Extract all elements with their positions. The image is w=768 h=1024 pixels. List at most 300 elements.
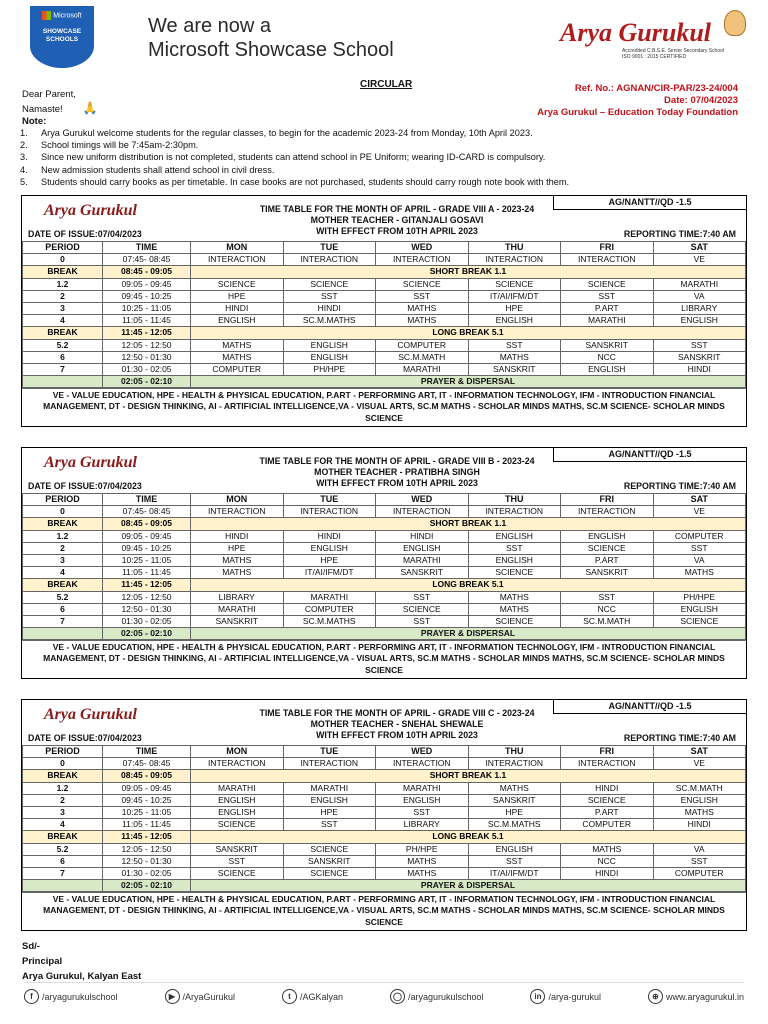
microsoft-showcase-badge xyxy=(30,6,94,68)
cell: PH/HPE xyxy=(653,591,746,603)
break-row: BREAK 08:45 - 09:05 SHORT BREAK 1.1 xyxy=(23,770,746,782)
cell: INTERACTION xyxy=(561,758,654,770)
cell: 09:45 - 10:25 xyxy=(103,794,191,806)
cell: 5.2 xyxy=(23,591,103,603)
cell: HPE xyxy=(468,302,561,314)
cell: MATHS xyxy=(468,782,561,794)
cell: VA xyxy=(653,843,746,855)
cell: HINDI xyxy=(191,302,284,314)
cell: MARATHI xyxy=(376,363,469,375)
cell: LIBRARY xyxy=(653,302,746,314)
column-header: WED xyxy=(376,494,469,506)
cell: SST xyxy=(561,290,654,302)
cell: SST xyxy=(468,542,561,554)
table-row xyxy=(23,351,746,363)
twitter-link[interactable]: t /AGKalyan xyxy=(282,989,343,1004)
table-row xyxy=(23,855,746,867)
youtube-icon: ▶ xyxy=(165,989,180,1004)
cell: HPE xyxy=(283,806,376,818)
showcase-badge-text: SHOWCASE SCHOOLS xyxy=(42,28,82,43)
date-of-issue: DATE OF ISSUE:07/04/2023 xyxy=(28,229,142,239)
cell: ENGLISH xyxy=(376,542,469,554)
cell: ENGLISH xyxy=(283,339,376,351)
effective-date: WITH EFFECT FROM 10TH APRIL 2023 xyxy=(316,226,478,236)
cell: VE xyxy=(653,758,746,770)
cell: SST xyxy=(468,339,561,351)
column-header: TIME xyxy=(103,746,191,758)
cell: COMPUTER xyxy=(376,339,469,351)
cell: MATHS xyxy=(653,806,746,818)
cell: 11:05 - 11:45 xyxy=(103,567,191,579)
cell: 01:30 - 02:05 xyxy=(103,615,191,627)
cell: HPE xyxy=(283,554,376,566)
table-row xyxy=(23,843,746,855)
cell: ENGLISH xyxy=(468,843,561,855)
cell: INTERACTION xyxy=(283,506,376,518)
cell: SST xyxy=(376,290,469,302)
prayer-row: 02:05 - 02:10 PRAYER & DISPERSAL xyxy=(23,628,746,640)
date-of-issue: DATE OF ISSUE:07/04/2023 xyxy=(28,733,142,743)
cell: HINDI xyxy=(283,302,376,314)
cell: SCIENCE xyxy=(468,615,561,627)
notes-list xyxy=(20,127,760,188)
cell: SC.M.MATHS xyxy=(468,819,561,831)
cell: ENGLISH xyxy=(191,315,284,327)
cell: MARATHI xyxy=(191,603,284,615)
school-mini-logo: Arya Gurukul xyxy=(44,454,137,471)
cell: ENGLISH xyxy=(468,315,561,327)
cell: INTERACTION xyxy=(191,758,284,770)
cell: HINDI xyxy=(653,363,746,375)
cell: INTERACTION xyxy=(561,254,654,266)
cell: ENGLISH xyxy=(653,315,746,327)
abbreviation-legend: VE - VALUE EDUCATION, HPE - HEALTH & PHYSICAL EDUCATION, P.ART - PERFORMING ART, IT - INFORMATION TECHNOLOGY, IFM - INTRODUCTION FINANCIAL MANAGEMENT, DT - DESIGN THINKING, AI - ARTIFICIAL INTELLIGENCE,VA - VISUAL ARTS, SC.M MATHS - SCHOLAR MINDS MATHS, SC.M SCIENCE- SCHOLAR MINDS SCIENCE xyxy=(22,640,746,678)
cell: NCC xyxy=(561,603,654,615)
cell: HINDI xyxy=(191,530,284,542)
cell: INTERACTION xyxy=(283,758,376,770)
cell: HINDI xyxy=(283,530,376,542)
brand-name: Arya Gurukul xyxy=(560,18,711,47)
cell: VA xyxy=(653,554,746,566)
table-row xyxy=(23,794,746,806)
youtube-link[interactable]: ▶ /AryaGurukul xyxy=(165,989,236,1004)
linkedin-link[interactable]: in /arya-gurukul xyxy=(530,989,601,1004)
cell: MATHS xyxy=(468,591,561,603)
cell: MATHS xyxy=(653,567,746,579)
cell: SST xyxy=(376,806,469,818)
column-header: TUE xyxy=(283,746,376,758)
table-row xyxy=(23,782,746,794)
cell: 10:25 - 11:05 xyxy=(103,302,191,314)
cell: MARATHI xyxy=(376,782,469,794)
cell: MARATHI xyxy=(283,782,376,794)
cell: 12:05 - 12:50 xyxy=(103,591,191,603)
cell: VA xyxy=(653,290,746,302)
school-mini-logo: Arya Gurukul xyxy=(44,202,137,219)
break-row: BREAK 08:45 - 09:05 SHORT BREAK 1.1 xyxy=(23,266,746,278)
cell: SCIENCE xyxy=(468,278,561,290)
cell: SCIENCE xyxy=(191,867,284,879)
signature-role: Principal xyxy=(22,956,63,967)
cell: INTERACTION xyxy=(468,254,561,266)
cell: LIBRARY xyxy=(191,591,284,603)
cell: SCIENCE xyxy=(283,278,376,290)
facebook-icon: f xyxy=(24,989,39,1004)
cell: INTERACTION xyxy=(283,254,376,266)
cell: 11:05 - 11:45 xyxy=(103,819,191,831)
cell: 12:05 - 12:50 xyxy=(103,843,191,855)
cell: MARATHI xyxy=(283,591,376,603)
cell: ENGLISH xyxy=(653,603,746,615)
reporting-time: REPORTING TIME:7:40 AM xyxy=(623,733,736,743)
cell: 12:50 - 01:30 xyxy=(103,603,191,615)
effective-date: WITH EFFECT FROM 10TH APRIL 2023 xyxy=(316,730,478,740)
timetable-title: TIME TABLE FOR THE MONTH OF APRIL - GRADE VIII A - 2023-24 MOTHER TEACHER - GITANJALI GOSAVI xyxy=(259,204,535,225)
cell: MATHS xyxy=(376,302,469,314)
school-mini-logo: Arya Gurukul xyxy=(44,706,137,723)
greeting-line2: Namaste! xyxy=(22,103,63,115)
facebook-link[interactable]: f /aryagurukulschool xyxy=(24,989,118,1004)
effective-date: WITH EFFECT FROM 10TH APRIL 2023 xyxy=(316,478,478,488)
cell: INTERACTION xyxy=(376,254,469,266)
cell: 0 xyxy=(23,506,103,518)
tagline-line2: Microsoft Showcase School xyxy=(148,39,394,61)
cell: SST xyxy=(653,339,746,351)
cell: 12:50 - 01:30 xyxy=(103,855,191,867)
cell: SST xyxy=(653,855,746,867)
column-header: MON xyxy=(191,242,284,254)
cell: MATHS xyxy=(191,567,284,579)
column-header: TUE xyxy=(283,494,376,506)
cell: COMPUTER xyxy=(191,363,284,375)
table-row xyxy=(23,290,746,302)
cell: 5.2 xyxy=(23,843,103,855)
cell: COMPUTER xyxy=(653,530,746,542)
cell: 09:45 - 10:25 xyxy=(103,290,191,302)
timetable xyxy=(22,745,746,892)
table-row xyxy=(23,819,746,831)
cell: INTERACTION xyxy=(376,758,469,770)
letterhead xyxy=(0,0,768,72)
column-header: THU xyxy=(468,746,561,758)
cell: SANSKRIT xyxy=(191,615,284,627)
column-header: THU xyxy=(468,242,561,254)
linkedin-icon: in xyxy=(530,989,545,1004)
signature-school: Arya Gurukul, Kalyan East xyxy=(22,971,142,982)
greeting xyxy=(22,89,98,129)
reference-block xyxy=(537,83,738,119)
instagram-link[interactable]: ◯ /aryagurukulschool xyxy=(390,989,484,1004)
table-row xyxy=(23,302,746,314)
cell: INTERACTION xyxy=(376,506,469,518)
abbreviation-legend: VE - VALUE EDUCATION, HPE - HEALTH & PHYSICAL EDUCATION, P.ART - PERFORMING ART, IT - INFORMATION TECHNOLOGY, IFM - INTRODUCTION FINANCIAL MANAGEMENT, DT - DESIGN THINKING, AI - ARTIFICIAL INTELLIGENCE,VA - VISUAL ARTS, SC.M MATHS - SCHOLAR MINDS MATHS, SC.M SCIENCE- SCHOLAR MINDS SCIENCE xyxy=(22,388,746,426)
column-header: FRI xyxy=(561,242,654,254)
timetable-title: TIME TABLE FOR THE MONTH OF APRIL - GRADE VIII C - 2023-24 MOTHER TEACHER - SNEHAL SHEWALE xyxy=(259,708,535,729)
cell: SST xyxy=(468,855,561,867)
cell: HPE xyxy=(468,806,561,818)
cell: COMPUTER xyxy=(653,867,746,879)
cell: 3 xyxy=(23,302,103,314)
abbreviation-legend: VE - VALUE EDUCATION, HPE - HEALTH & PHYSICAL EDUCATION, P.ART - PERFORMING ART, IT - INFORMATION TECHNOLOGY, IFM - INTRODUCTION FINANCIAL MANAGEMENT, DT - DESIGN THINKING, AI - ARTIFICIAL INTELLIGENCE,VA - VISUAL ARTS, SC.M MATHS - SCHOLAR MINDS MATHS, SC.M SCIENCE- SCHOLAR MINDS SCIENCE xyxy=(22,892,746,930)
cell: IT/AI/IFM/DT xyxy=(283,567,376,579)
cell: ENGLISH xyxy=(191,794,284,806)
cell: INTERACTION xyxy=(468,506,561,518)
website-link[interactable]: ⊕ www.aryagurukul.in xyxy=(648,989,744,1004)
organization: Arya Gurukul – Education Today Foundation xyxy=(537,107,738,118)
cell: SCIENCE xyxy=(561,278,654,290)
cell: 0 xyxy=(23,254,103,266)
cell: 10:25 - 11:05 xyxy=(103,806,191,818)
cell: HPE xyxy=(191,542,284,554)
cell: 2 xyxy=(23,542,103,554)
header-row xyxy=(23,746,746,758)
cell: ENGLISH xyxy=(561,363,654,375)
column-header: SAT xyxy=(653,746,746,758)
cell: SC.M.MATH xyxy=(653,782,746,794)
cell: SCIENCE xyxy=(561,794,654,806)
cell: SCIENCE xyxy=(561,542,654,554)
cell: 07:45- 08:45 xyxy=(103,254,191,266)
cell: P.ART xyxy=(561,302,654,314)
column-header: TIME xyxy=(103,242,191,254)
cell: SST xyxy=(376,615,469,627)
cell: SST xyxy=(561,591,654,603)
cell: COMPUTER xyxy=(561,819,654,831)
cell: 09:05 - 09:45 xyxy=(103,278,191,290)
column-header: PERIOD xyxy=(23,746,103,758)
table-row xyxy=(23,254,746,266)
cell: SCIENCE xyxy=(191,278,284,290)
cell: ENGLISH xyxy=(283,542,376,554)
table-row xyxy=(23,542,746,554)
table-row xyxy=(23,506,746,518)
column-header: FRI xyxy=(561,494,654,506)
note-label: Note: xyxy=(22,116,47,127)
cell: MATHS xyxy=(376,855,469,867)
cell: 09:45 - 10:25 xyxy=(103,542,191,554)
cell: 2 xyxy=(23,794,103,806)
namaste-hands-icon: 🙏 xyxy=(82,100,98,115)
table-row xyxy=(23,567,746,579)
microsoft-logo-icon xyxy=(42,11,51,20)
cell: SST xyxy=(653,542,746,554)
social-footer xyxy=(24,982,744,1010)
tagline xyxy=(148,14,394,62)
cell: ENGLISH xyxy=(468,530,561,542)
cell: SANSKRIT xyxy=(561,567,654,579)
cell: MATHS xyxy=(561,843,654,855)
timetable xyxy=(22,493,746,640)
cell: INTERACTION xyxy=(561,506,654,518)
table-row xyxy=(23,363,746,375)
cell: 3 xyxy=(23,554,103,566)
cell: 10:25 - 11:05 xyxy=(103,554,191,566)
header-row xyxy=(23,242,746,254)
cell: HPE xyxy=(191,290,284,302)
cell: SC.M.MATHS xyxy=(283,315,376,327)
note-item: 4. New admission students shall attend school in civil dress. xyxy=(20,164,275,175)
cell: SANSKRIT xyxy=(191,843,284,855)
reporting-time: REPORTING TIME:7:40 AM xyxy=(623,481,736,491)
document-code: AG/NANTT//QD -1.5 xyxy=(553,196,746,210)
cell: P.ART xyxy=(561,554,654,566)
table-row xyxy=(23,554,746,566)
timetable-block xyxy=(21,195,747,427)
cell: MATHS xyxy=(468,603,561,615)
cell: MATHS xyxy=(376,315,469,327)
cell: SANSKRIT xyxy=(376,567,469,579)
cell: SCIENCE xyxy=(191,819,284,831)
greeting-line1: Dear Parent, xyxy=(22,89,76,100)
cell: P.ART xyxy=(561,806,654,818)
tagline-line1: We are now a xyxy=(148,15,272,37)
cell: 2 xyxy=(23,290,103,302)
note-item: 2. School timings will be 7:45am-2:30pm. xyxy=(20,140,199,151)
cell: 1.2 xyxy=(23,782,103,794)
column-header: PERIOD xyxy=(23,242,103,254)
column-header: SAT xyxy=(653,242,746,254)
cell: SST xyxy=(376,591,469,603)
cell: ENGLISH xyxy=(283,794,376,806)
cell: MARATHI xyxy=(191,782,284,794)
table-row xyxy=(23,603,746,615)
column-header: THU xyxy=(468,494,561,506)
break-row: BREAK 11:45 - 12:05 LONG BREAK 5.1 xyxy=(23,327,746,339)
column-header: TIME xyxy=(103,494,191,506)
table-row xyxy=(23,278,746,290)
cell: 1.2 xyxy=(23,530,103,542)
cell: VE xyxy=(653,506,746,518)
cell: 01:30 - 02:05 xyxy=(103,867,191,879)
cell: IT/AI/IFM/DT xyxy=(468,290,561,302)
cell: 1.2 xyxy=(23,278,103,290)
cell: SC.M.MATHS xyxy=(283,615,376,627)
cell: 4 xyxy=(23,567,103,579)
cell: HINDI xyxy=(561,867,654,879)
cell: 6 xyxy=(23,603,103,615)
break-row: BREAK 11:45 - 12:05 LONG BREAK 5.1 xyxy=(23,831,746,843)
cell: SCIENCE xyxy=(283,867,376,879)
column-header: TUE xyxy=(283,242,376,254)
cell: MATHS xyxy=(468,351,561,363)
cell: 09:05 - 09:45 xyxy=(103,782,191,794)
note-item: 1. Arya Gurukul welcome students for the regular classes, to begin for the academic 2023-24 from Monday, 10th April 2023. xyxy=(20,128,533,138)
cell: 07:45- 08:45 xyxy=(103,506,191,518)
cell: SCIENCE xyxy=(283,843,376,855)
cell: MATHS xyxy=(191,351,284,363)
globe-icon: ⊕ xyxy=(648,989,663,1004)
cell: SANSKRIT xyxy=(561,339,654,351)
cell: SCIENCE xyxy=(468,567,561,579)
circular-title: CIRCULAR xyxy=(360,79,413,90)
cell: COMPUTER xyxy=(283,603,376,615)
date-of-issue: DATE OF ISSUE:07/04/2023 xyxy=(28,481,142,491)
cell: 4 xyxy=(23,819,103,831)
break-row: BREAK 11:45 - 12:05 LONG BREAK 5.1 xyxy=(23,579,746,591)
cell: MATHS xyxy=(191,554,284,566)
cell: ENGLISH xyxy=(376,794,469,806)
cell: 01:30 - 02:05 xyxy=(103,363,191,375)
column-header: SAT xyxy=(653,494,746,506)
cell: ENGLISH xyxy=(561,530,654,542)
cell: ENGLISH xyxy=(191,806,284,818)
instagram-icon: ◯ xyxy=(390,989,405,1004)
cell: 12:50 - 01:30 xyxy=(103,351,191,363)
cell: SCIENCE xyxy=(653,615,746,627)
cell: MATHS xyxy=(191,339,284,351)
table-row xyxy=(23,758,746,770)
cell: INTERACTION xyxy=(191,254,284,266)
cell: ENGLISH xyxy=(468,554,561,566)
cell: SST xyxy=(283,290,376,302)
cell: SCIENCE xyxy=(376,603,469,615)
cell: MARATHI xyxy=(653,278,746,290)
cell: 7 xyxy=(23,867,103,879)
cell: SC.M.MATH xyxy=(376,351,469,363)
table-row xyxy=(23,339,746,351)
arya-gurukul-logo xyxy=(560,18,750,62)
signature-sd: Sd/- xyxy=(22,941,40,952)
cell: NCC xyxy=(561,351,654,363)
ref-number: Ref. No.: AGNAN/CIR-PAR/23-24/004 xyxy=(574,83,738,94)
cell: HINDI xyxy=(376,530,469,542)
note-item: 3. Since new uniform distribution is not completed, students can attend school in PE Uniform; wearing ID-CARD is compulsory. xyxy=(20,152,546,163)
column-header: FRI xyxy=(561,746,654,758)
table-row xyxy=(23,615,746,627)
table-row xyxy=(23,806,746,818)
cell: PH/HPE xyxy=(376,843,469,855)
prayer-row: 02:05 - 02:10 PRAYER & DISPERSAL xyxy=(23,880,746,892)
cell: SST xyxy=(283,819,376,831)
microsoft-label: Microsoft xyxy=(53,12,82,20)
cell: ENGLISH xyxy=(653,794,746,806)
cell: PH/HPE xyxy=(283,363,376,375)
cell: SCIENCE xyxy=(376,278,469,290)
cell: INTERACTION xyxy=(191,506,284,518)
cell: 6 xyxy=(23,351,103,363)
cell: SANSKRIT xyxy=(468,794,561,806)
cell: MATHS xyxy=(376,867,469,879)
cell: 0 xyxy=(23,758,103,770)
cell: 11:05 - 11:45 xyxy=(103,315,191,327)
cell: 7 xyxy=(23,363,103,375)
timetable-block xyxy=(21,447,747,679)
circular-date: Date: 07/04/2023 xyxy=(664,95,738,106)
column-header: WED xyxy=(376,746,469,758)
cell: 09:05 - 09:45 xyxy=(103,530,191,542)
cell: MARATHI xyxy=(561,315,654,327)
cell: ENGLISH xyxy=(283,351,376,363)
column-header: MON xyxy=(191,494,284,506)
cell: SST xyxy=(191,855,284,867)
timetable-title: TIME TABLE FOR THE MONTH OF APRIL - GRADE VIII B - 2023-24 MOTHER TEACHER - PRATIBHA SINGH xyxy=(259,456,535,477)
cell: LIBRARY xyxy=(376,819,469,831)
prayer-row: 02:05 - 02:10 PRAYER & DISPERSAL xyxy=(23,376,746,388)
twitter-icon: t xyxy=(282,989,297,1004)
note-item: 5. Students should carry books as per timetable. In case books are not purchased, students should carry rough note book with them. xyxy=(20,176,570,187)
cell: SANSKRIT xyxy=(653,351,746,363)
cell: IT/AI/IFM/DT xyxy=(468,867,561,879)
cell: HINDI xyxy=(653,819,746,831)
document-code: AG/NANTT//QD -1.5 xyxy=(553,448,746,462)
table-row xyxy=(23,867,746,879)
cell: 6 xyxy=(23,855,103,867)
cell: INTERACTION xyxy=(468,758,561,770)
cell: SANSKRIT xyxy=(468,363,561,375)
cell: 5.2 xyxy=(23,339,103,351)
cell: SANSKRIT xyxy=(283,855,376,867)
cell: 3 xyxy=(23,806,103,818)
